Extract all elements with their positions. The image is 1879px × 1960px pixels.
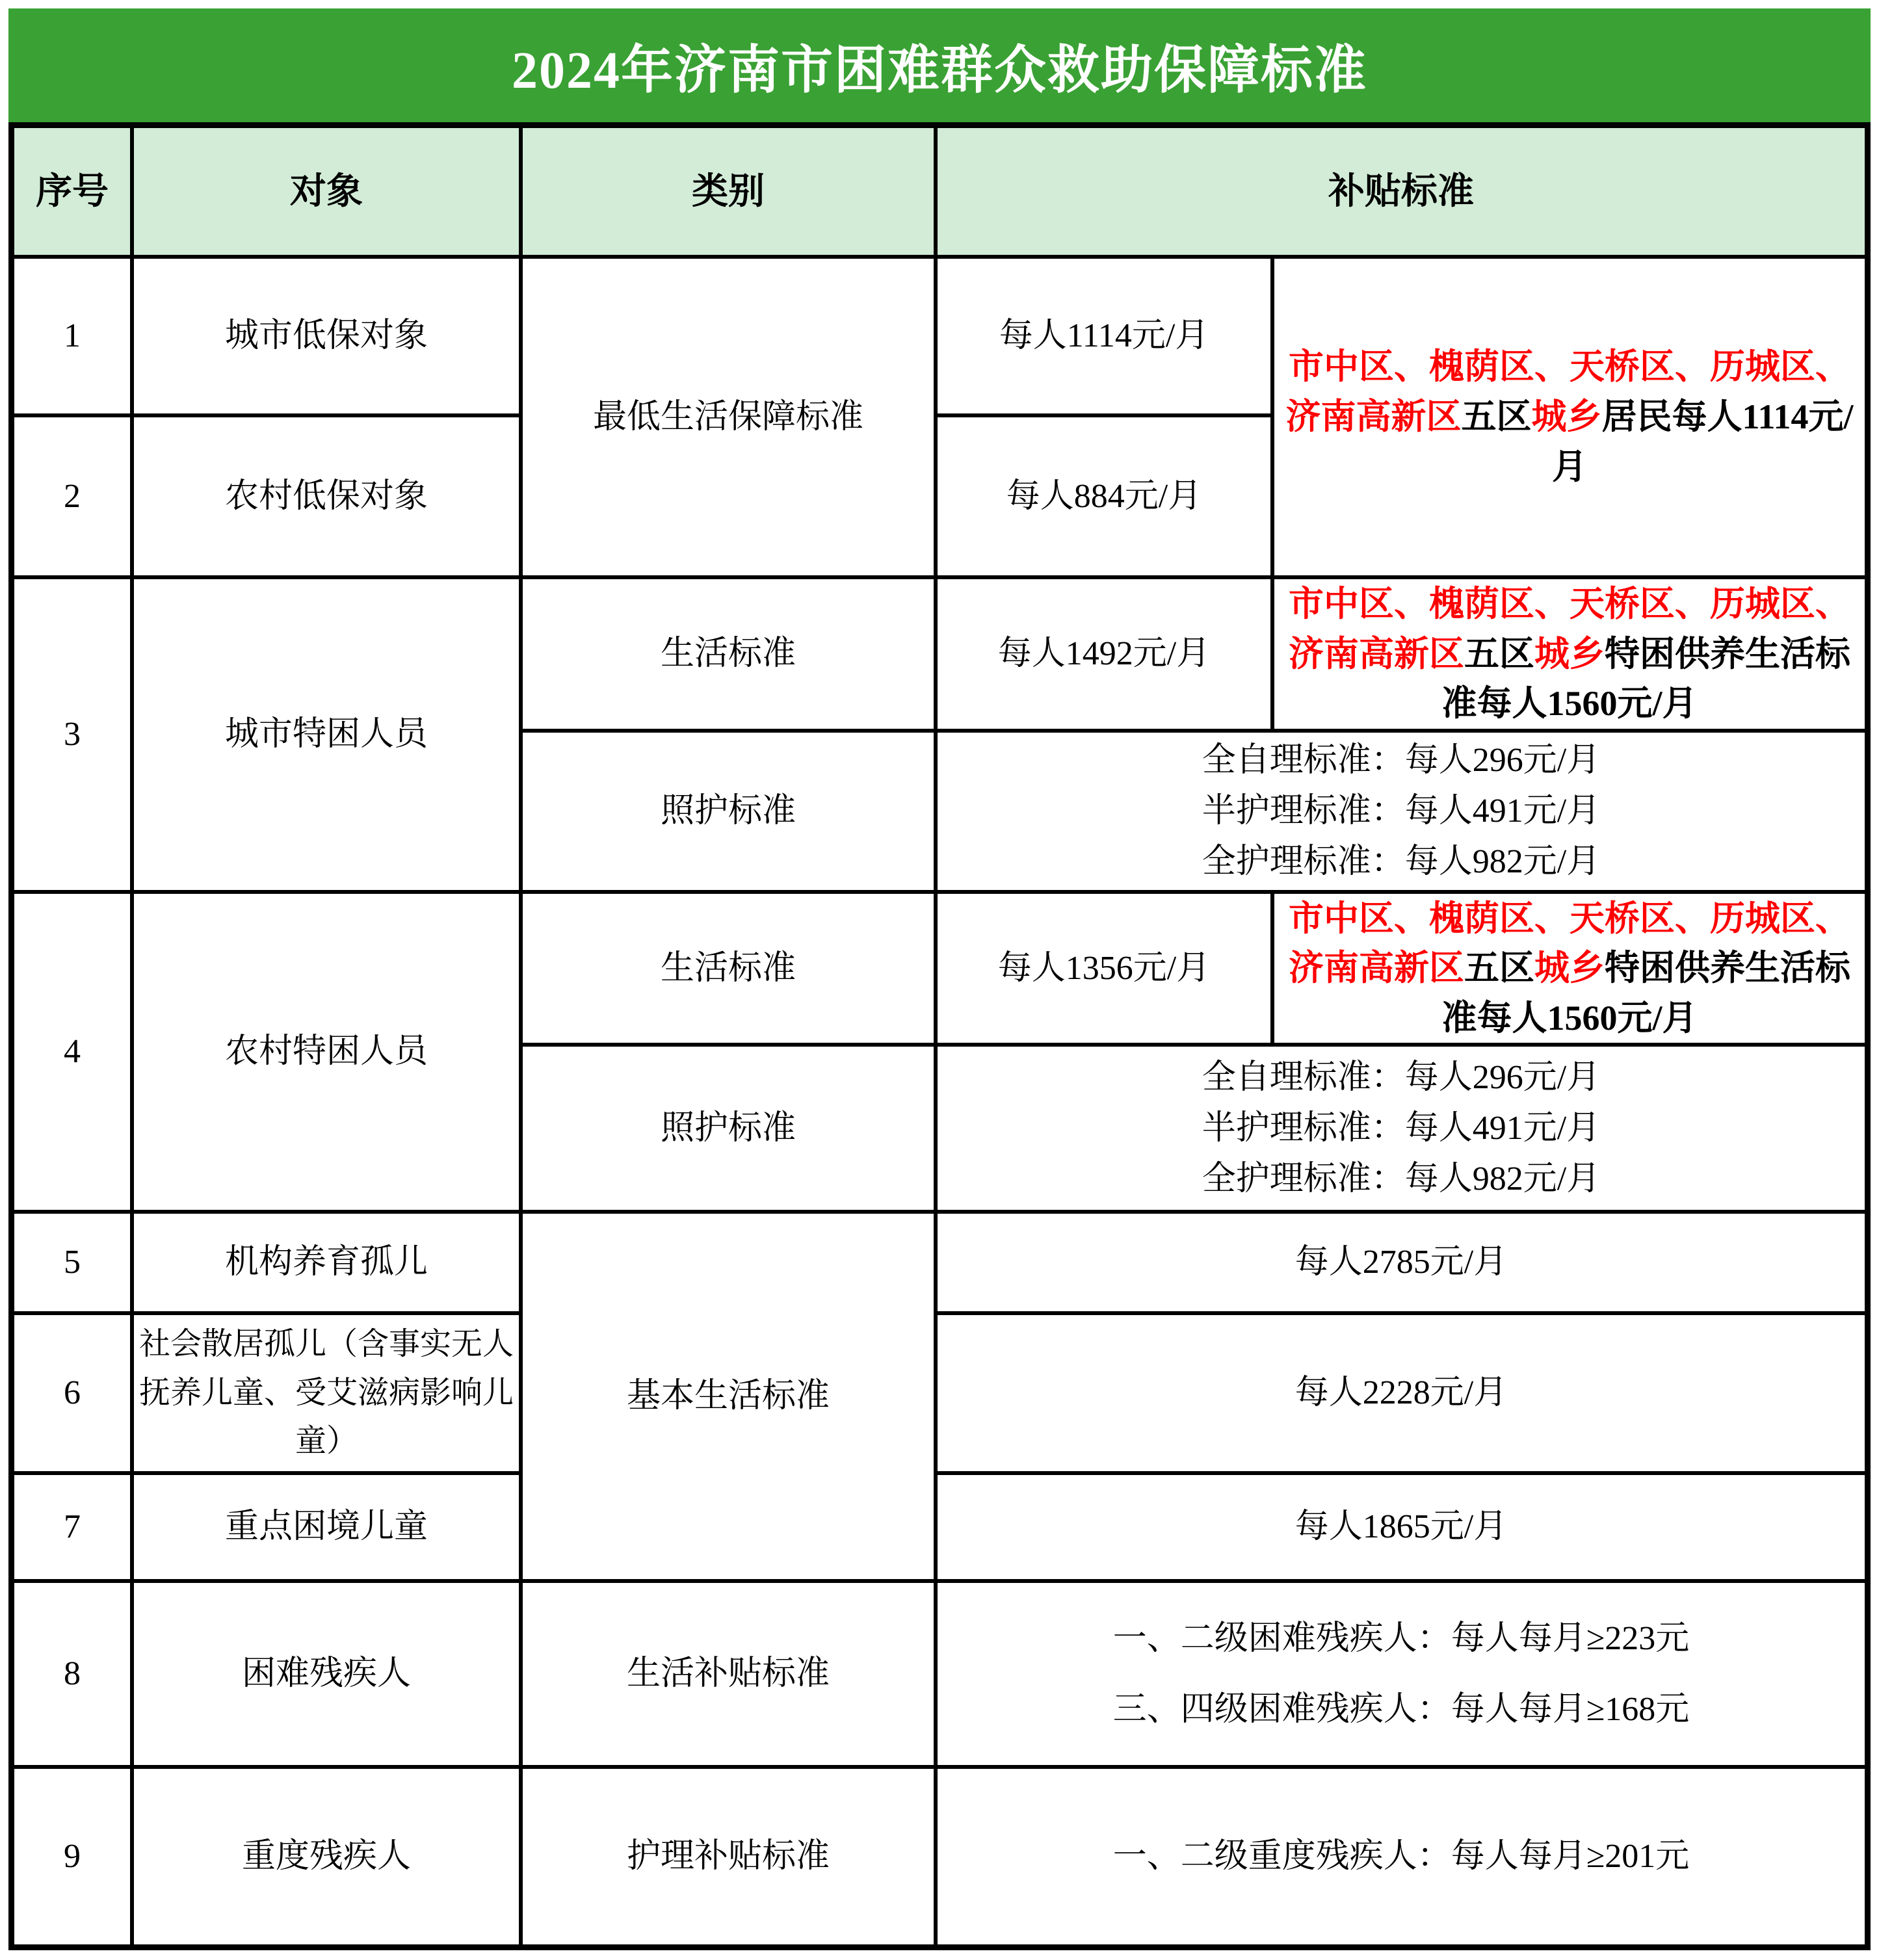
row9-subsidy-lines <box>938 1769 1865 1944</box>
note-line <box>1289 342 1850 392</box>
note-line <box>1441 679 1697 729</box>
care-line-full-self: 全自理标准：每人296元/月 <box>1202 1058 1601 1096</box>
subsidy-line-grade12: 一、二级困难残疾人：每人每月≥223元 <box>1112 1619 1690 1657</box>
note-five-districts: 五区 <box>1464 948 1534 988</box>
header-seq: 序号 <box>14 128 130 255</box>
note-amount: 准每人1560元/月 <box>1441 684 1698 724</box>
note-hitech-red: 济南高新区 <box>1285 397 1462 437</box>
row3-care-label: 照护标准 <box>523 733 934 890</box>
row5-target: 机构养育孤儿 <box>134 1214 519 1311</box>
row1-seq: 1 <box>14 259 130 413</box>
row4-care-label: 照护标准 <box>523 1047 934 1210</box>
row9-target: 重度残疾人 <box>134 1769 519 1944</box>
care-line-half-nursing: 半护理标准：每人491元/月 <box>1202 1109 1601 1147</box>
note-districts-red: 市中区、槐荫区、天桥区、历城区、 <box>1289 898 1850 938</box>
rows1-2-district-note <box>1274 259 1865 575</box>
row8-target: 困难残疾人 <box>134 1583 519 1765</box>
row9-seq: 9 <box>14 1769 130 1944</box>
rows5-7-category: 基本生活标准 <box>523 1214 934 1579</box>
care-line-full-self: 全自理标准：每人296元/月 <box>1202 742 1601 779</box>
note-five-districts: 五区 <box>1461 397 1532 437</box>
note-districts-red: 市中区、槐荫区、天桥区、历城区、 <box>1289 584 1850 623</box>
row3-target: 城市特困人员 <box>134 579 519 890</box>
page-title: 2024年济南市困难群众救助保障标准 <box>8 8 1871 122</box>
row3-life-amount: 每人1492元/月 <box>938 579 1270 729</box>
benefits-table <box>8 122 1871 1950</box>
note-amount: 准每人1560元/月 <box>1441 998 1698 1038</box>
row3-district-note <box>1274 579 1865 729</box>
row2-amount: 每人884元/月 <box>938 417 1270 575</box>
row4-life-amount: 每人1356元/月 <box>938 894 1270 1043</box>
row3-life-label: 生活标准 <box>523 579 934 729</box>
note-hitech-red: 济南高新区 <box>1289 948 1464 988</box>
row7-seq: 7 <box>14 1475 130 1579</box>
row6-amount: 每人2228元/月 <box>938 1315 1865 1471</box>
care-line-full-nursing: 全护理标准：每人982元/月 <box>1202 1160 1601 1197</box>
note-amount: 居民每人1114元/ <box>1601 397 1854 437</box>
row2-seq: 2 <box>14 417 130 575</box>
row7-target: 重点困境儿童 <box>134 1475 519 1579</box>
header-category: 类别 <box>523 128 934 255</box>
care-line-half-nursing: 半护理标准：每人491元/月 <box>1202 792 1601 830</box>
row3-care-standards <box>938 733 1865 890</box>
row9-category: 护理补贴标准 <box>523 1769 934 1944</box>
note-line <box>1289 894 1850 944</box>
row4-care-standards <box>938 1047 1865 1210</box>
subsidy-line-grade34: 三、四级困难残疾人：每人每月≥168元 <box>1112 1691 1690 1728</box>
note-standard: 特困供养生活标 <box>1605 948 1850 988</box>
note-five-districts: 五区 <box>1464 634 1534 673</box>
row8-subsidy-lines <box>938 1583 1865 1765</box>
note-line <box>1289 579 1850 629</box>
note-line <box>1289 943 1850 993</box>
note-urban-rural-red: 城乡 <box>1531 397 1602 437</box>
note-standard: 特困供养生活标 <box>1605 634 1850 673</box>
note-urban-rural-red: 城乡 <box>1534 634 1605 673</box>
note-hitech-red: 济南高新区 <box>1289 634 1464 673</box>
row1-amount: 每人1114元/月 <box>938 259 1270 413</box>
row4-life-label: 生活标准 <box>523 894 934 1043</box>
note-line <box>1285 392 1853 442</box>
row4-target: 农村特困人员 <box>134 894 519 1210</box>
rows1-2-category: 最低生活保障标准 <box>523 259 934 575</box>
row7-amount: 每人1865元/月 <box>938 1475 1865 1579</box>
row1-target: 城市低保对象 <box>134 259 519 413</box>
row4-district-note <box>1274 894 1865 1043</box>
header-target: 对象 <box>134 128 519 255</box>
note-month: 月 <box>1552 447 1587 486</box>
row8-category: 生活补贴标准 <box>523 1583 934 1765</box>
note-line <box>1289 629 1850 679</box>
note-urban-rural-red: 城乡 <box>1534 948 1605 988</box>
row4-seq: 4 <box>14 894 130 1210</box>
care-line-full-nursing: 全护理标准：每人982元/月 <box>1202 843 1601 880</box>
note-districts-red: 市中区、槐荫区、天桥区、历城区、 <box>1289 347 1850 387</box>
row8-seq: 8 <box>14 1583 130 1765</box>
row5-seq: 5 <box>14 1214 130 1311</box>
subsidy-line-grade12-severe: 一、二级重度残疾人：每人每月≥201元 <box>1112 1838 1690 1875</box>
row6-target: 社会散居孤儿（含事实无人抚养儿童、受艾滋病影响儿童） <box>134 1315 519 1471</box>
note-line <box>1552 442 1587 492</box>
note-line <box>1441 993 1697 1043</box>
row3-seq: 3 <box>14 579 130 890</box>
row5-amount: 每人2785元/月 <box>938 1214 1865 1311</box>
header-subsidy: 补贴标准 <box>938 128 1865 255</box>
row6-seq: 6 <box>14 1315 130 1471</box>
row2-target: 农村低保对象 <box>134 417 519 575</box>
